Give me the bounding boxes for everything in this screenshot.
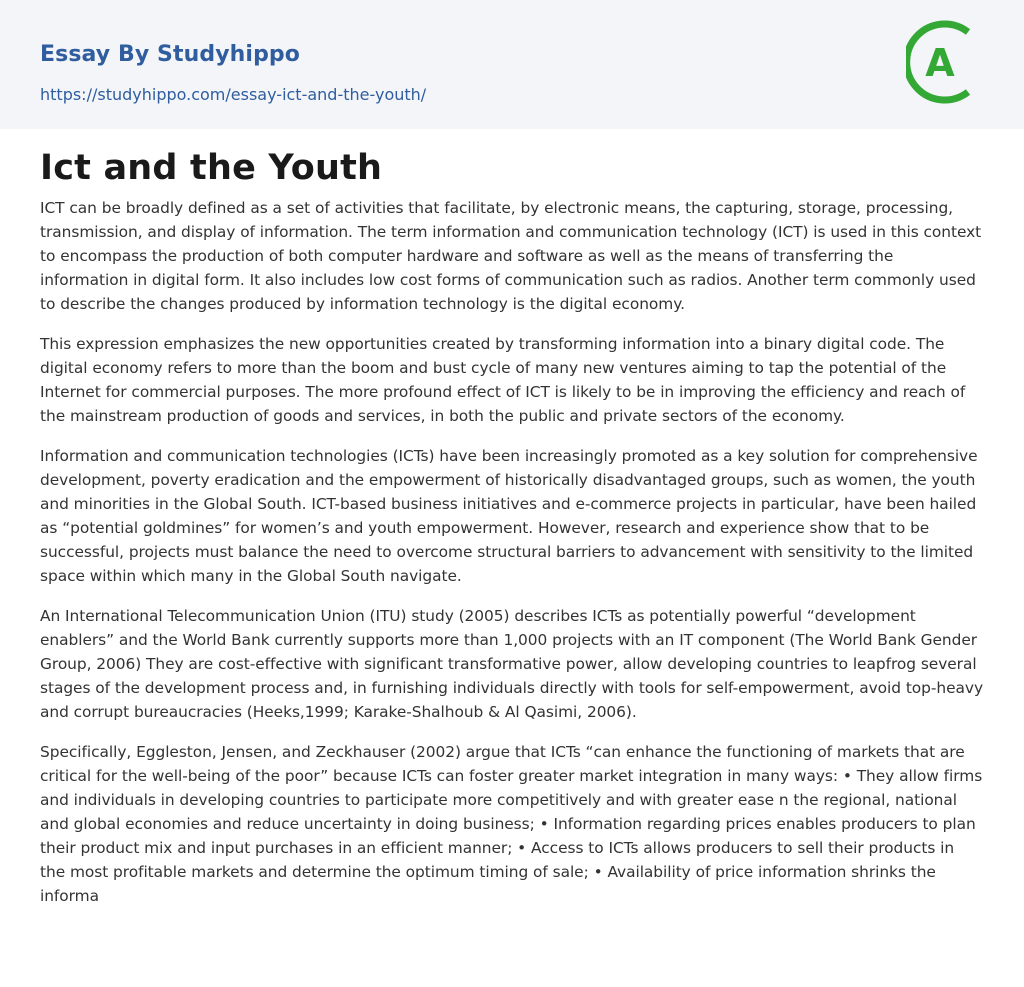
article-title: Ict and the Youth — [40, 148, 383, 188]
site-header — [0, 0, 1024, 129]
article-paragraph: ICT can be broadly defined as a set of activities that facilitate, by electronic means, the capturing, storage, processing, transmission, and display of information. The term information and communication technology (ICT) is used in this context to encompass the production of both computer hardware and software as well as the means of transferring the information in digital form. It also includes low cost forms of communication such as radios. Another term commonly used to describe the changes produced by information technology is the digital economy. — [40, 199, 982, 313]
article-paragraph: An International Telecommunication Union (ITU) study (2005) describes ICTs as potentially powerful “development enablers” and the World Bank currently supports more than 1,000 projects with an IT component (The World Bank Gender Group, 2006) They are cost-effective with significant transformative power, allow developing countries to leapfrog several stages of the development process and, in furnishing individuals directly with tools for self-empowerment, avoid top-heavy and corrupt bureaucracies (Heeks,1999; Karake-Shalhoub & Al Qasimi, 2006). — [40, 607, 984, 721]
logo-letter: A — [925, 41, 955, 85]
article-paragraph: This expression emphasizes the new opportunities created by transforming information into a binary digital code. The digital economy refers to more than the boom and bust cycle of many new ventures aiming to tap the potential of the Internet for commercial purposes. The more profound effect of ICT is likely to be in improving the efficiency and reach of the mainstream production of goods and services, in both the public and private sectors of the economy. — [40, 335, 966, 425]
article — [40, 146, 984, 924]
site-brand[interactable]: Essay By Studyhippo — [40, 42, 300, 67]
article-paragraph: Information and communication technologies (ICTs) have been increasingly promoted as a key solution for comprehensive development, poverty eradication and the empowerment of historically disadvantaged groups, such as women, the youth and minorities in the Global South. ICT-based business initiatives and e-commerce projects in particular, have been hailed as “potential goldmines” for women’s and youth empowerment. However, research and experience show that to be successful, projects must balance the need to overcome structural barriers to advancement with sensitivity to the limited space within which many in the Global South navigate. — [40, 447, 978, 585]
article-paragraph: Specifically, Eggleston, Jensen, and Zeckhauser (2002) argue that ICTs “can enhance the functioning of markets that are critical for the well-being of the poor” because ICTs can foster greater market integration in many ways: • They allow firms and individuals in developing countries to participate more competitively and with greater ease n the regional, national and global economies and reduce uncertainty in doing business; • Information regarding prices enables producers to plan their product mix and input purchases in an efficient manner; • Access to ICTs allows producers to sell their products in the most profitable markets and determine the optimum timing of sale; • Availability of price information shrinks the informa — [40, 743, 983, 905]
page-url-link[interactable]: https://studyhippo.com/essay-ict-and-the-youth/ — [40, 85, 427, 104]
studyhippo-logo-icon[interactable] — [906, 18, 990, 106]
